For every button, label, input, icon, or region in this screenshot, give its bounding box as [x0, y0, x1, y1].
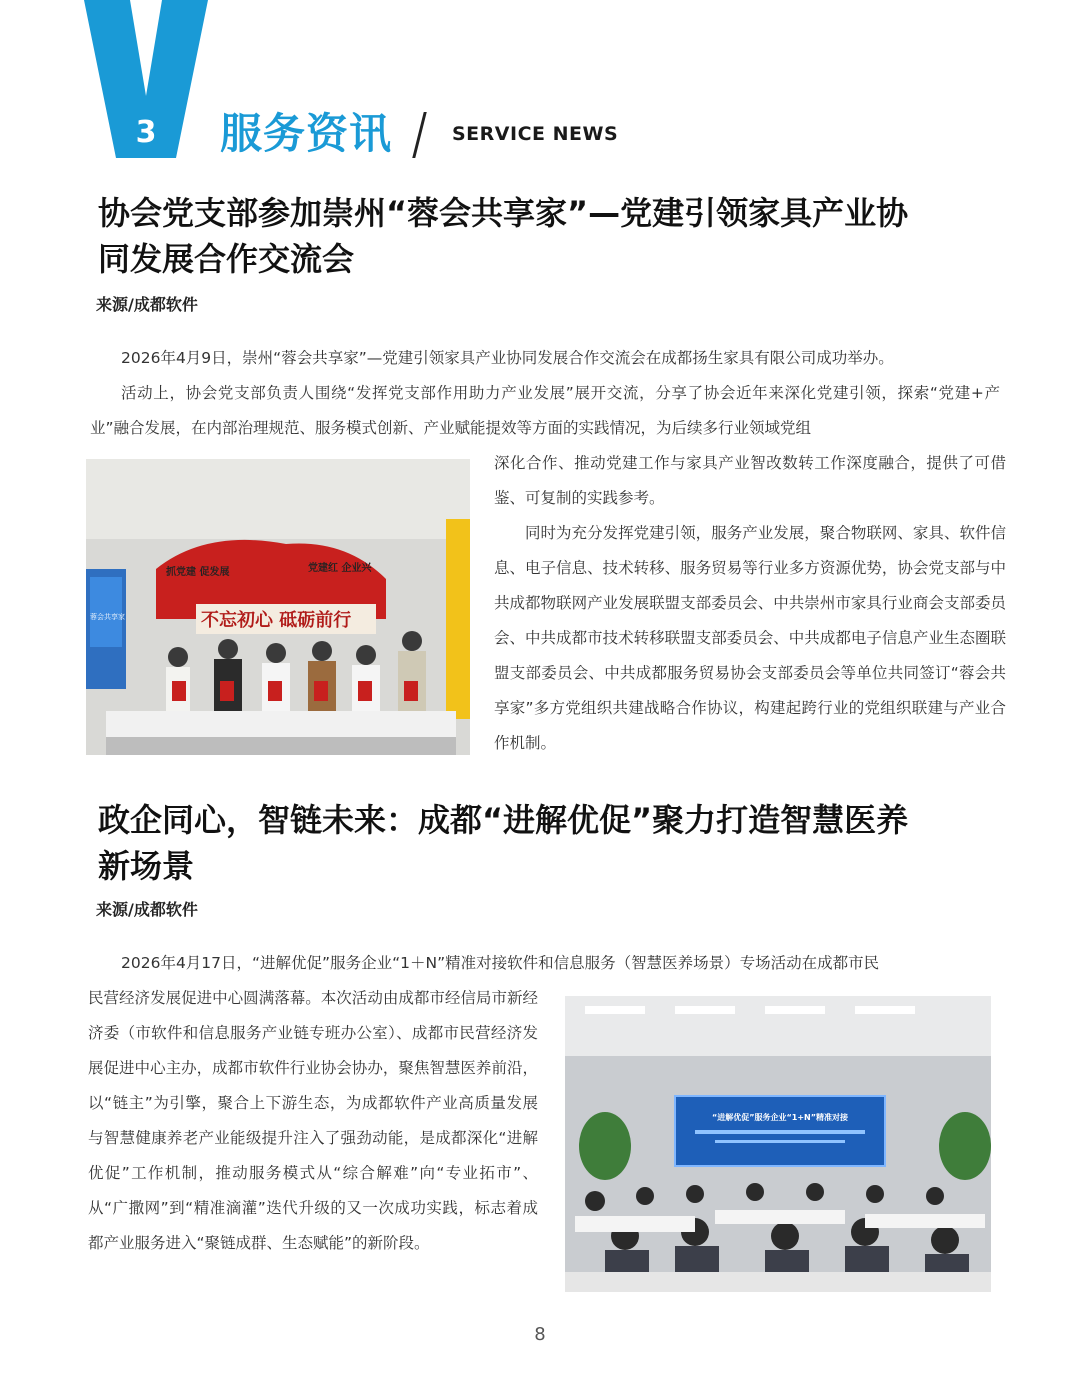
article1-title-line2: 同发展合作交流会 — [98, 240, 355, 278]
issue-number: 3 — [135, 115, 157, 150]
photo1-slogan: 不忘初心 砥砺前行 — [201, 610, 352, 631]
article2-photo — [565, 996, 991, 1292]
issue-v-logo — [80, 0, 212, 158]
article2-title-line2: 新场景 — [98, 847, 195, 885]
article2-title-line1: 政企同心，智链未来：成都“进解优促”聚力打造智慧医养 — [98, 801, 909, 839]
section-title-en: SERVICE NEWS — [452, 123, 619, 145]
article1-title-line1: 协会党支部参加崇州“蓉会共享家”—党建引领家具产业协 — [98, 194, 909, 232]
article1-title — [98, 190, 998, 282]
article2-paragraph-1: 2026年4月17日，“进解优促”服务企业“1＋N”精准对接软件和信息服务（智慧医养场景）专场活动在成都市民 — [121, 954, 880, 972]
photo1-banner-left: 抓党建 促发展 — [166, 567, 230, 578]
article1-paragraph-3: 同时为充分发挥党建引领，服务产业发展，聚合物联网、家具、软件信息、电子信息、技术转移、服务贸易等行业多方资源优势，协会党支部与中共成都物联网产业发展联盟支部委员会、中共崇州市家具行业商会支部委员会、中共成都市技术转移联盟支部委员会、中共成都电子信息产业生态圈联盟支部委员会、中共成都服务贸易协会支部委员会等单位共同签订“蓉会共享家”多方党组织共建战略合作协议，构建起跨行业的党组织联建与产业合作机制。 — [494, 524, 1006, 752]
article1-source: 来源/成都软件 — [96, 295, 198, 314]
article1-paragraph-2: 活动上，协会党支部负责人围绕“发挥党支部作用助力产业发展”展开交流，分享了协会近年来深化党建引领，探索“党建+产业”融合发展，在内部治理规范、服务模式创新、产业赋能提效等方面的实践情况，为后续多行业领域党组 — [90, 384, 1000, 437]
article1-paragraph-1: 2026年4月9日，崇州“蓉会共享家”—党建引领家具产业协同发展合作交流会在成都扬生家具有限公司成功举办。 — [121, 349, 894, 367]
article2-paragraph-1-cont: 民营经济发展促进中心圆满落幕。本次活动由成都市经信局市新经济委（市软件和信息服务产业链专班办公室）、成都市民营经济发展促进中心主办，成都市软件行业协会协办，聚焦智慧医养前沿，以“链主”为引擎，聚合上下游生态，为成都软件产业高质量发展与智慧健康养老产业能级提升注入了强劲动能，是成都深化“进解优促”工作机制，推动服务模式从“综合解难”向“专业拓市”、从“广撒网”到“精准滴灌”迭代升级的又一次成功实践，标志着成都产业服务进入“聚链成群、生态赋能”的新阶段。 — [88, 989, 538, 1252]
section-divider — [412, 112, 426, 158]
photo1-screen-text: 蓉会共享家 — [90, 613, 125, 621]
article2-title — [98, 797, 998, 889]
photo2-screen-title: “进解优促”服务企业“1+N”精准对接 — [712, 1113, 848, 1122]
article1-photo — [86, 459, 470, 755]
article1-paragraph-2-cont: 深化合作、推动党建工作与家具产业智改数转工作深度融合，提供了可借鉴、可复制的实践参考。 — [494, 454, 1006, 507]
article2-source: 来源/成都软件 — [96, 900, 198, 919]
page-number: 8 — [534, 1324, 546, 1345]
section-title-cn: 服务资讯 — [220, 109, 393, 158]
photo1-banner-right: 党建红 企业兴 — [308, 563, 372, 574]
